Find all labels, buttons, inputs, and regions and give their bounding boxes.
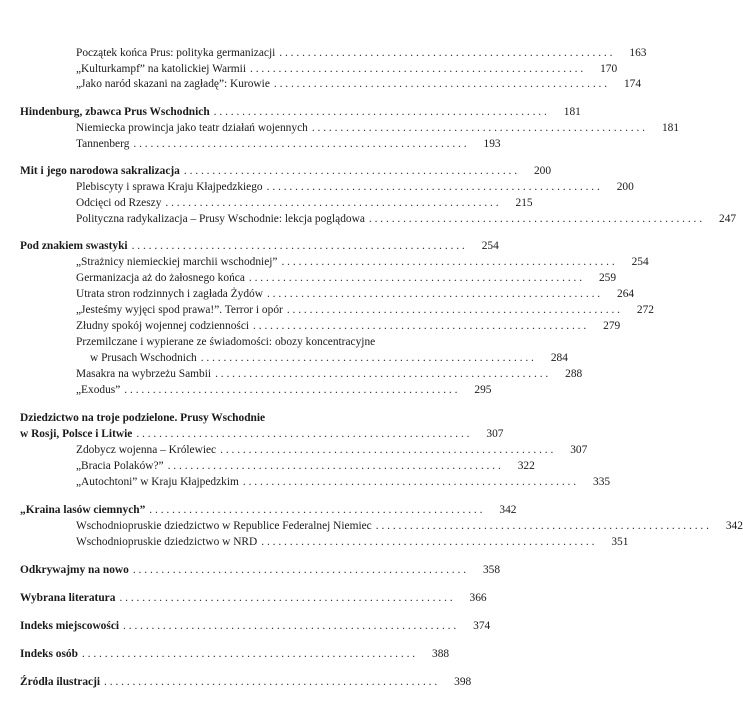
toc-page-number: 254: [481, 240, 499, 252]
toc-page-number: 342: [725, 520, 743, 532]
toc-entry-title: Odkrywajmy na nowo: [20, 564, 129, 576]
toc-entry-title: w Prusach Wschodnich: [90, 352, 197, 364]
toc-page-number: 322: [517, 460, 535, 472]
toc-dot-leader: . . . . . . . . . . . . . . . . . . . . . . . . . . . . . . . . . . . . . . . . . . . . . . . . . . . . . . . . . . .: [81, 648, 416, 660]
toc-page-number: 342: [499, 504, 517, 516]
toc-dot-leader: . . . . . . . . . . . . . . . . . . . . . . . . . . . . . . . . . . . . . . . . . . . . . . . . . . . . . . . . . . .: [286, 304, 620, 316]
toc-dot-leader: . . . . . . . . . . . . . . . . . . . . . . . . . . . . . . . . . . . . . . . . . . . . . . . . . . . . . . . . . . .: [213, 106, 547, 118]
toc-entry-title: Mit i jego narodowa sakralizacja: [20, 165, 180, 177]
toc-dot-leader: . . . . . . . . . . . . . . . . . . . . . . . . . . . . . . . . . . . . . . . . . . . . . . . . . . . . . . . . . . .: [124, 384, 458, 396]
toc-entry-title: „Bracia Polaków?”: [76, 460, 164, 472]
toc-page-number: 254: [631, 256, 649, 268]
toc-entry: [76, 270, 617, 286]
toc-page-number: 272: [636, 304, 654, 316]
toc-entry-title: w Rosji, Polsce i Litwie: [20, 428, 133, 440]
toc-entry-title: Pod znakiem swastyki: [20, 240, 128, 252]
toc-entry: [76, 334, 420, 350]
toc-entry-title: Wschodniopruskie dziedzictwo w Republice Federalnej Niemiec: [76, 520, 372, 532]
toc-chapter: [20, 618, 491, 634]
toc-entry-title: Dziedzictwo na troje podzielone. Prusy Wschodnie: [20, 412, 266, 424]
toc-entry-title: Tannenberg: [76, 138, 130, 150]
toc-dot-leader: . . . . . . . . . . . . . . . . . . . . . . . . . . . . . . . . . . . . . . . . . . . . . . . . . . . . . . . . . . .: [279, 47, 613, 59]
toc-chapter: [20, 238, 499, 254]
toc-entry: [76, 366, 583, 382]
toc-page-number: 366: [469, 592, 487, 604]
toc-entry-title: Przemilczane i wypierane ze świadomości: obozy koncentracyjne: [76, 336, 376, 348]
toc-page-number: 200: [533, 165, 552, 177]
toc-entry: [90, 350, 568, 366]
toc-page-number: 284: [550, 352, 568, 364]
toc-dot-leader: . . . . . . . . . . . . . . . . . . . . . . . . . . . . . . . . . . . . . . . . . . . . . . . . . . . . . . . . . . .: [248, 272, 583, 284]
toc-chapter: [20, 646, 450, 662]
toc-dot-leader: . . . . . . . . . . . . . . . . . . . . . . . . . . . . . . . . . . . . . . . . . . . . . . . . . . . . . . . . . . .: [311, 122, 646, 134]
toc-dot-leader: . . . . . . . . . . . . . . . . . . . . . . . . . . . . . . . . . . . . . . . . . . . . . . . . . . . . . . . . . . .: [375, 520, 709, 532]
toc-page-number: 307: [570, 444, 588, 456]
toc-page-number: 351: [611, 536, 629, 548]
toc-page-number: 170: [600, 63, 618, 75]
toc-entry: [76, 534, 629, 550]
toc-entry: [76, 76, 642, 92]
toc-page-number: 295: [474, 384, 492, 396]
toc-chapter: [20, 104, 581, 120]
toc-dot-leader: . . . . . . . . . . . . . . . . . . . . . . . . . . . . . . . . . . . . . . . . . . . . . . . . . . . . . . . . . . .: [133, 138, 467, 150]
toc-entry-title: „Autochtoni” w Kraju Kłajpedzkim: [76, 476, 239, 488]
toc-dot-leader: . . . . . . . . . . . . . . . . . . . . . . . . . . . . . . . . . . . . . . . . . . . . . . . . . . . . . . . . . . .: [266, 181, 600, 193]
toc-entry-title: Hindenburg, zbawca Prus Wschodnich: [20, 106, 210, 118]
toc-entry: [76, 61, 618, 77]
toc-page-number: 388: [432, 648, 450, 660]
toc-entry: [76, 211, 737, 227]
toc-entry-title: Utrata stron rodzinnych i zagłada Żydów: [76, 288, 263, 300]
toc-entry-title: „Exodus”: [76, 384, 121, 396]
toc-dot-leader: . . . . . . . . . . . . . . . . . . . . . . . . . . . . . . . . . . . . . . . . . . . . . . . . . . . . . . . . . . .: [242, 476, 577, 488]
toc-dot-leader: . . . . . . . . . . . . . . . . . . . . . . . . . . . . . . . . . . . . . . . . . . . . . . . . . . . . . . . . . . .: [368, 213, 703, 225]
toc-entry: [76, 136, 501, 152]
toc-dot-leader: . . . . . . . . . . . . . . . . . . . . . . . . . . . . . . . . . . . . . . . . . . . . . . . . . . . . . . . . . . .: [119, 592, 453, 604]
toc-entry-title: „Jako naród skazani na zagładę”: Kurowie: [76, 78, 270, 90]
toc-dot-leader: . . . . . . . . . . . . . . . . . . . . . . . . . . . . . . . . . . . . . . . . . . . . . . . . . . . . . . . . . . .: [131, 240, 465, 252]
toc-entry: [76, 518, 743, 534]
toc-entry-title: Odcięci od Rzeszy: [76, 197, 162, 209]
toc-entry-title: Masakra na wybrzeżu Sambii: [76, 368, 212, 380]
toc-page-number: 288: [565, 368, 583, 380]
toc-entry-title: Złudny spokój wojennej codzienności: [76, 320, 250, 332]
toc-entry-title: „Strażnicy niemieckiej marchii wschodniej”: [76, 256, 278, 268]
toc-page-number: 200: [616, 181, 634, 193]
toc-chapter: [20, 674, 472, 690]
toc-entry-title: Germanizacja aż do żałosnego końca: [76, 272, 245, 284]
toc-page-number: 335: [593, 476, 611, 488]
toc-page-number: 163: [629, 47, 647, 59]
toc-dot-leader: . . . . . . . . . . . . . . . . . . . . . . . . . . . . . . . . . . . . . . . . . . . . . . . . . . . . . . . . . . .: [200, 352, 534, 364]
toc-entry-title: Indeks osób: [20, 648, 78, 660]
toc-page-number: 193: [483, 138, 501, 150]
toc-page-number: 259: [598, 272, 617, 284]
toc-entry: [76, 302, 654, 318]
toc-dot-leader: . . . . . . . . . . . . . . . . . . . . . . . . . . . . . . . . . . . . . . . . . . . . . . . . . . . . . . . . . . .: [250, 63, 584, 75]
toc-dot-leader: . . . . . . . . . . . . . . . . . . . . . . . . . . . . . . . . . . . . . . . . . . . . . . . . . . . . . . . . . . .: [273, 78, 608, 90]
toc-entry: [76, 318, 621, 334]
toc-dot-leader: . . . . . . . . . . . . . . . . . . . . . . . . . . . . . . . . . . . . . . . . . . . . . . . . . . . . . . . . . . .: [220, 444, 554, 456]
toc-chapter: [20, 426, 504, 442]
toc-entry-title: Początek końca Prus: polityka germanizacji: [76, 47, 276, 59]
toc-chapter: [20, 590, 487, 606]
toc-entry: [76, 474, 611, 490]
toc-entry-title: Wschodniopruskie dziedzictwo w NRD: [76, 536, 258, 548]
toc-entry: [76, 120, 680, 136]
toc-entry-title: Polityczna radykalizacja – Prusy Wschodnie: lekcja poglądowa: [76, 213, 365, 225]
toc-dot-leader: . . . . . . . . . . . . . . . . . . . . . . . . . . . . . . . . . . . . . . . . . . . . . . . . . . . . . . . . . . .: [104, 676, 438, 688]
toc-entry-title: Indeks miejscowości: [20, 620, 120, 632]
toc-dot-leader: . . . . . . . . . . . . . . . . . . . . . . . . . . . . . . . . . . . . . . . . . . . . . . . . . . . . . . . . . . .: [167, 460, 501, 472]
toc-dot-leader: . . . . . . . . . . . . . . . . . . . . . . . . . . . . . . . . . . . . . . . . . . . . . . . . . . . . . . . . . . .: [253, 320, 587, 332]
toc-entry: [76, 45, 647, 61]
toc-entry-title: „Kulturkampf” na katolickiej Warmii: [76, 63, 246, 75]
toc-page-number: 247: [719, 213, 737, 225]
toc-dot-leader: . . . . . . . . . . . . . . . . . . . . . . . . . . . . . . . . . . . . . . . . . . . . . . . . . . . . . . . . . . .: [165, 197, 499, 209]
toc-page-number: 215: [515, 197, 533, 209]
toc-entry: [76, 286, 635, 302]
toc-dot-leader: . . . . . . . . . . . . . . . . . . . . . . . . . . . . . . . . . . . . . . . . . . . . . . . . . . . . . . . . . . .: [266, 288, 601, 300]
toc-chapter: [20, 562, 501, 578]
toc-entry: [76, 179, 634, 195]
toc-chapter: [20, 410, 420, 426]
toc-entry-title: Wybrana literatura: [20, 592, 116, 604]
toc-entry-title: Źródła ilustracji: [20, 676, 101, 688]
toc-dot-leader: . . . . . . . . . . . . . . . . . . . . . . . . . . . . . . . . . . . . . . . . . . . . . . . . . . . . . . . . . . .: [261, 536, 595, 548]
toc-entry: [76, 458, 535, 474]
toc-page-number: 181: [661, 122, 680, 134]
toc-dot-leader: . . . . . . . . . . . . . . . . . . . . . . . . . . . . . . . . . . . . . . . . . . . . . . . . . . . . . . . . . . .: [132, 564, 467, 576]
toc-entry: [76, 442, 588, 458]
toc-page-number: 174: [623, 78, 642, 90]
toc-page-number: 264: [617, 288, 635, 300]
toc-entry-title: Niemiecka prowincja jako teatr działań wojennych: [76, 122, 308, 134]
toc-page-number: 181: [563, 106, 581, 118]
toc-page-number: 307: [486, 428, 504, 440]
toc-dot-leader: . . . . . . . . . . . . . . . . . . . . . . . . . . . . . . . . . . . . . . . . . . . . . . . . . . . . . . . . . . .: [215, 368, 549, 380]
toc-page-number: 279: [603, 320, 621, 332]
toc-page-number: 374: [473, 620, 491, 632]
toc-dot-leader: . . . . . . . . . . . . . . . . . . . . . . . . . . . . . . . . . . . . . . . . . . . . . . . . . . . . . . . . . . .: [281, 256, 615, 268]
toc-entry-title: Plebiscyty i sprawa Kraju Kłajpedzkiego: [76, 181, 263, 193]
toc-entry-title: Zdobycz wojenna – Królewiec: [76, 444, 217, 456]
toc-page-number: 358: [482, 564, 501, 576]
toc-entry-title: „Jesteśmy wyjęci spod prawa!”. Terror i opór: [76, 304, 283, 316]
toc-dot-leader: . . . . . . . . . . . . . . . . . . . . . . . . . . . . . . . . . . . . . . . . . . . . . . . . . . . . . . . . . . .: [149, 504, 483, 516]
toc-chapter: [20, 502, 517, 518]
toc-dot-leader: . . . . . . . . . . . . . . . . . . . . . . . . . . . . . . . . . . . . . . . . . . . . . . . . . . . . . . . . . . .: [123, 620, 457, 632]
toc-entry: [76, 382, 492, 398]
toc-entry: [76, 195, 533, 211]
toc-dot-leader: . . . . . . . . . . . . . . . . . . . . . . . . . . . . . . . . . . . . . . . . . . . . . . . . . . . . . . . . . . .: [183, 165, 518, 177]
toc-entry: [76, 254, 649, 270]
toc-dot-leader: . . . . . . . . . . . . . . . . . . . . . . . . . . . . . . . . . . . . . . . . . . . . . . . . . . . . . . . . . . .: [136, 428, 470, 440]
toc-chapter: [20, 163, 552, 179]
toc-entry-title: „Kraina lasów ciemnych”: [20, 504, 146, 516]
toc-page-number: 398: [454, 676, 472, 688]
